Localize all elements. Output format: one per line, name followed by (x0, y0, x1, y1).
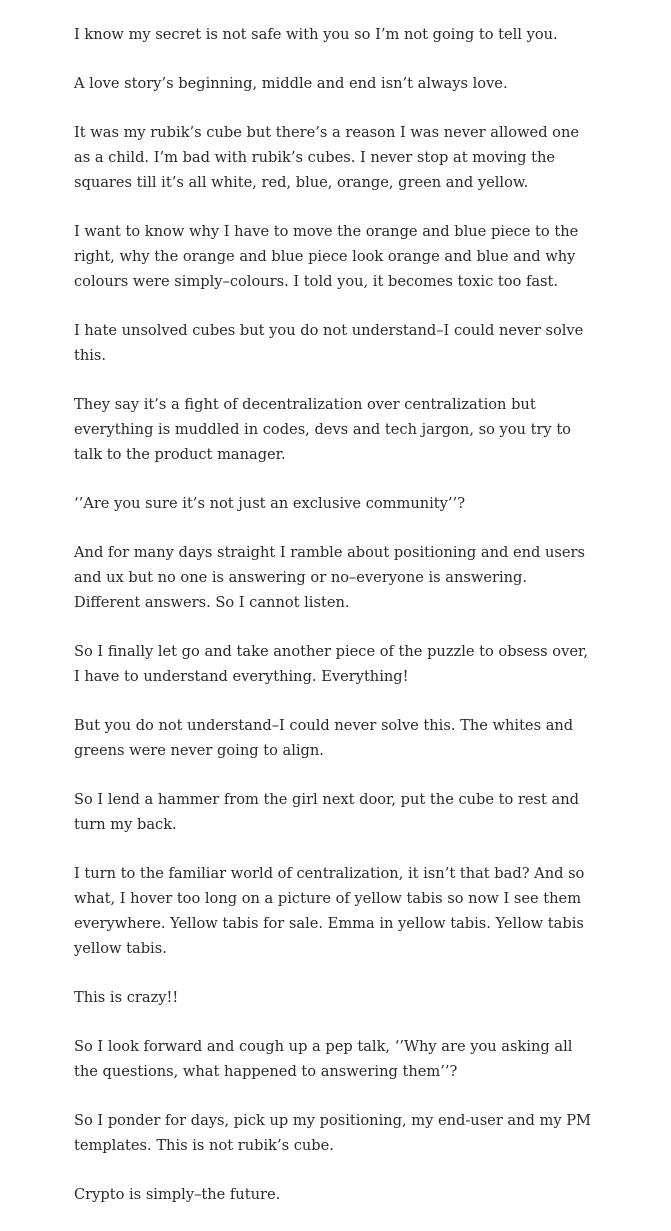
paragraph-11: So I lend a hammer from the girl next door, put the cube to rest and turn my back. (74, 791, 579, 833)
paragraph-5: I hate unsolved cubes but you do not understand–I could never solve this. (74, 322, 584, 364)
paragraph-6: They say it’s a fight of decentralization over centralization but everything is muddled in codes, devs and tech jargon, so you try to talk to the product manager. (74, 396, 571, 463)
paragraph-4: I want to know why I have to move the orange and blue piece to the right, why the orange and blue piece look orange and blue and why colours were simply–colours. I told you, it becomes toxic too fast. (74, 223, 579, 290)
paragraph-12: I turn to the familiar world of centralization, it isn’t that bad? And so what, I hover too long on a picture of yellow tabis so now I see them everywhere. Yellow tabis for sale. Emma in yellow tabis. Yellow tabis yellow tabis. (74, 865, 585, 957)
paragraph-9: So I finally let go and take another piece of the puzzle to obsess over, I have to understand everything. Everything! (74, 643, 588, 685)
article-body (74, 22, 594, 1231)
paragraph-7: ‘’Are you sure it’s not just an exclusive community’’? (74, 495, 466, 512)
paragraph-3: It was my rubik’s cube but there’s a reason I was never allowed one as a child. I’m bad with rubik’s cubes. I never stop at moving the squares till it’s all white, red, blue, orange, green and yellow. (74, 124, 579, 191)
paragraph-2: A love story’s beginning, middle and end isn’t always love. (74, 75, 508, 92)
paragraph-10: But you do not understand–I could never solve this. The whites and greens were never going to align. (74, 717, 574, 759)
paragraph-8: And for many days straight I ramble about positioning and end users and ux but no one is answering or no–everyone is answering. Different answers. So I cannot listen. (74, 544, 585, 611)
paragraph-13: This is crazy!! (74, 989, 179, 1006)
paragraph-16: Crypto is simply–the future. (74, 1186, 281, 1203)
paragraph-1: I know my secret is not safe with you so I’m not going to tell you. (74, 26, 558, 43)
paragraph-15: So I ponder for days, pick up my positioning, my end-user and my PM templates. This is not rubik’s cube. (74, 1112, 591, 1154)
paragraph-14: So I look forward and cough up a pep talk, ‘’Why are you asking all the questions, what happened to answering them’’? (74, 1038, 573, 1080)
